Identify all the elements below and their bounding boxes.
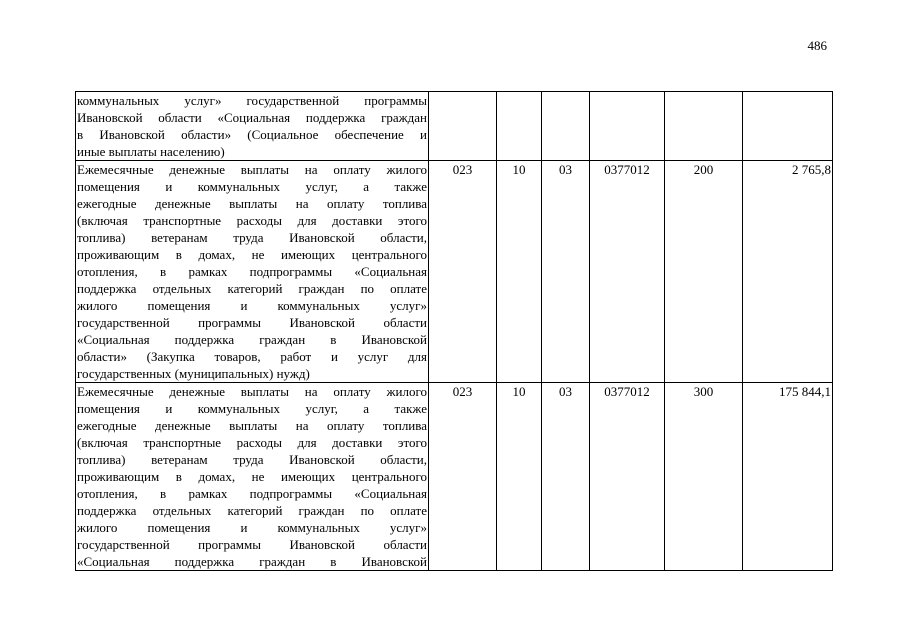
row-description (76, 161, 429, 383)
section-code: 10 (497, 161, 542, 383)
expense-type-code (665, 92, 743, 161)
table-row (76, 161, 833, 383)
section-code: 10 (497, 383, 542, 571)
amount (743, 92, 833, 161)
description-line: проживающим в домах, не имеющих центрального (77, 247, 427, 262)
expense-type-code: 300 (665, 383, 743, 571)
ministry-code: 023 (429, 383, 497, 571)
ministry-code (429, 92, 497, 161)
description-line: жилого помещения и коммунальных услуг» (77, 520, 427, 535)
amount: 175 844,1 (743, 383, 833, 571)
subsection-code: 03 (542, 383, 590, 571)
description-line: ежегодные денежные выплаты на оплату топлива (77, 418, 427, 433)
section-code (497, 92, 542, 161)
subsection-code (542, 92, 590, 161)
amount: 2 765,8 (743, 161, 833, 383)
description-line: поддержка отдельных категорий граждан по оплате (77, 503, 427, 518)
description-line: (включая транспортные расходы для доставки этого (77, 213, 427, 228)
description-line: государственной программы Ивановской области (77, 315, 427, 330)
description-line: Ежемесячные денежные выплаты на оплату жилого (77, 384, 427, 399)
description-line: иные выплаты населению) (77, 144, 225, 159)
ministry-code: 023 (429, 161, 497, 383)
target-code: 0377012 (590, 383, 665, 571)
description-line: поддержка отдельных категорий граждан по оплате (77, 281, 427, 296)
description-line: отопления, в рамках подпрограммы «Социальная (77, 264, 427, 279)
budget-table (75, 91, 833, 571)
description-line: Ивановской области «Социальная поддержка граждан (77, 110, 427, 125)
description-line: топлива) ветеранам труда Ивановской области, (77, 230, 427, 245)
description-line: в Ивановской области» (Социальное обеспечение и (77, 127, 427, 142)
description-line: топлива) ветеранам труда Ивановской области, (77, 452, 427, 467)
description-line: помещения и коммунальных услуг, а также (77, 179, 427, 194)
target-code (590, 92, 665, 161)
description-line: помещения и коммунальных услуг, а также (77, 401, 427, 416)
description-line: ежегодные денежные выплаты на оплату топлива (77, 196, 427, 211)
row-description (76, 92, 429, 161)
description-line: (включая транспортные расходы для доставки этого (77, 435, 427, 450)
description-line: государственных (муниципальных) нужд) (77, 366, 310, 381)
target-code: 0377012 (590, 161, 665, 383)
description-line: Ежемесячные денежные выплаты на оплату жилого (77, 162, 427, 177)
table-row (76, 383, 833, 571)
description-line: коммунальных услуг» государственной программы (77, 93, 427, 108)
description-line: области» (Закупка товаров, работ и услуг для (77, 349, 427, 364)
description-line: проживающим в домах, не имеющих центрального (77, 469, 427, 484)
description-line: «Социальная поддержка граждан в Ивановской (77, 332, 427, 347)
description-line: жилого помещения и коммунальных услуг» (77, 298, 427, 313)
description-line: государственной программы Ивановской области (77, 537, 427, 552)
expense-type-code: 200 (665, 161, 743, 383)
page-number: 486 (807, 38, 827, 53)
subsection-code: 03 (542, 161, 590, 383)
row-description (76, 383, 429, 571)
table-row (76, 92, 833, 161)
description-line: отопления, в рамках подпрограммы «Социальная (77, 486, 427, 501)
description-line: «Социальная поддержка граждан в Ивановской (77, 554, 427, 569)
